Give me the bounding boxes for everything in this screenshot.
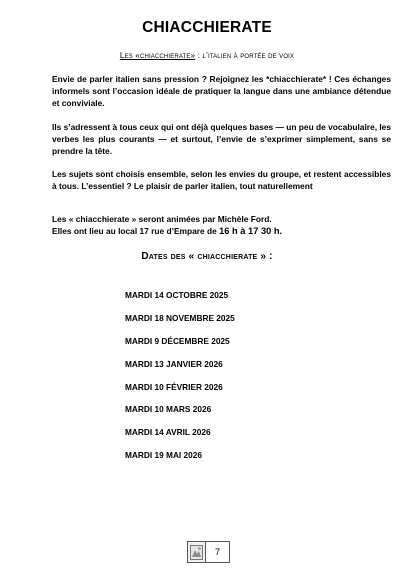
- date-item: MARDI 10 FÉVRIER 2026: [125, 381, 223, 392]
- location-line: [52, 225, 392, 237]
- dates-list: [125, 289, 235, 472]
- date-item: MARDI 9 DÉCEMBRE 2025: [125, 335, 230, 346]
- subtitle: [0, 51, 414, 60]
- host-info: [52, 213, 392, 237]
- date-item: MARDI 10 MARS 2026: [125, 404, 212, 415]
- page-title: CHIACCHIERATE: [142, 19, 272, 36]
- date-item: MARDI 18 NOVEMBRE 2025: [125, 312, 235, 323]
- session-time: 16 h à 17 30 h.: [219, 226, 283, 236]
- date-item: MARDI 14 OCTOBRE 2025: [125, 290, 229, 300]
- audience-paragraph: Ils s’adressent à tous ceux qui ont déjà quelques bases — un peu de vocabulaire, les verbes les plus courants — et surtout, l’envie de s’exprimer simplement, sans se prendre la tête.: [52, 122, 391, 156]
- location-text: Elles ont lieu au local 17 rue d’Empare de: [52, 226, 220, 236]
- intro-paragraph: Envie de parler italien sans pression ? Rejoignez les *chiacchierate* ! Ces échanges informels sont l’occasion idéale de pratiquer la langue dans une ambiance détendue et conviviale.: [52, 74, 391, 108]
- page-footer: [187, 541, 230, 563]
- date-item: MARDI 19 MAI 2026: [125, 450, 203, 461]
- document-logo-icon: [188, 542, 206, 562]
- host-line: Les « chiacchierate » seront animées par Michèle Ford.: [52, 214, 272, 224]
- topics-paragraph: Les sujets sont choisis ensemble, selon les envies du groupe, et restent accessibles à tous. L’essentiel ? Le plaisir de parler italien, tout naturellement: [52, 169, 391, 191]
- date-item: MARDI 14 AVRIL 2026: [125, 427, 211, 438]
- subtitle-underlined: Les «chiacchierate»: [119, 51, 196, 60]
- subtitle-rest: : l’italien à portée de voix: [195, 51, 295, 60]
- date-item: MARDI 13 JANVIER 2026: [125, 358, 223, 369]
- page-number: 7: [214, 547, 220, 557]
- dates-heading: Dates des « chiacchierate » :: [141, 251, 273, 262]
